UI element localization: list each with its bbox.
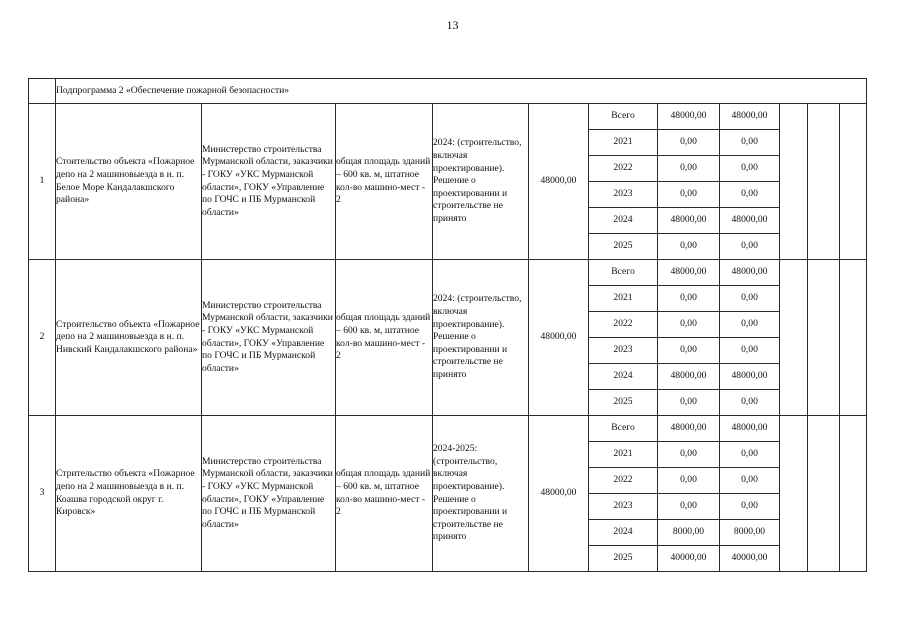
value-1: 0,00: [658, 130, 720, 156]
value-1: 0,00: [658, 156, 720, 182]
value-1: 8000,00: [658, 520, 720, 546]
year-label: 2021: [589, 442, 658, 468]
value-2: 0,00: [720, 156, 780, 182]
row-number: 1: [29, 104, 56, 260]
value-1: 48000,00: [658, 260, 720, 286]
value-2: 0,00: [720, 312, 780, 338]
year-label: 2025: [589, 546, 658, 572]
value-2: 48000,00: [720, 416, 780, 442]
year-label: 2025: [589, 390, 658, 416]
customer-cell: Министерство строительства Мурманской области, заказчики - ГОКУ «УКС Мурманской области», ГОКУ «Управление по ГОЧС и ПБ Мурманской области»: [202, 104, 336, 260]
year-label: 2022: [589, 156, 658, 182]
cost-cell: 48000,00: [529, 104, 589, 260]
year-label: 2023: [589, 494, 658, 520]
value-1: 0,00: [658, 234, 720, 260]
period-cell: 2024-2025: (строительство, включая проектирование). Решение о проектировании и строительстве не принято: [433, 416, 529, 572]
value-2: 0,00: [720, 130, 780, 156]
value-1: 0,00: [658, 390, 720, 416]
empty-cell: [840, 260, 867, 416]
empty-cell: [780, 416, 808, 572]
empty-cell: [840, 416, 867, 572]
value-1: 48000,00: [658, 104, 720, 130]
value-2: 48000,00: [720, 260, 780, 286]
capacity-cell: общая площадь зданий – 600 кв. м, штатное кол-во машино-мест - 2: [336, 104, 433, 260]
row-number: 2: [29, 260, 56, 416]
value-1: 0,00: [658, 286, 720, 312]
year-label: 2021: [589, 286, 658, 312]
capacity-cell: общая площадь зданий – 600 кв. м, штатное кол-во машино-мест - 2: [336, 416, 433, 572]
year-label: Всего: [589, 104, 658, 130]
value-2: 48000,00: [720, 208, 780, 234]
year-label: 2025: [589, 234, 658, 260]
year-label: Всего: [589, 416, 658, 442]
year-label: 2023: [589, 338, 658, 364]
value-2: 0,00: [720, 390, 780, 416]
empty-cell: [808, 416, 840, 572]
year-label: 2021: [589, 130, 658, 156]
value-2: 0,00: [720, 234, 780, 260]
value-2: 48000,00: [720, 364, 780, 390]
year-label: 2024: [589, 520, 658, 546]
value-2: 40000,00: [720, 546, 780, 572]
table-row: [29, 416, 867, 442]
capacity-cell: общая площадь зданий – 600 кв. м, штатное кол-во машино-мест - 2: [336, 260, 433, 416]
period-cell: 2024: (строительство, включая проектирование). Решение о проектировании и строительстве не принято: [433, 104, 529, 260]
program-table: [28, 78, 867, 572]
value-2: 48000,00: [720, 104, 780, 130]
value-2: 0,00: [720, 182, 780, 208]
row-number: 3: [29, 416, 56, 572]
value-1: 40000,00: [658, 546, 720, 572]
table-row: [29, 260, 867, 286]
subprogram-row: [29, 79, 867, 104]
value-1: 0,00: [658, 468, 720, 494]
object-name: Стрительство объекта «Пожарное депо на 2 машиновыезда в н. п. Коашва городской округ г. Кировск»: [56, 416, 202, 572]
empty-cell: [840, 104, 867, 260]
customer-cell: Министерство строительства Мурманской области, заказчики - ГОКУ «УКС Мурманской области», ГОКУ «Управление по ГОЧС и ПБ Мурманской области»: [202, 260, 336, 416]
value-2: 0,00: [720, 468, 780, 494]
year-label: 2023: [589, 182, 658, 208]
value-1: 0,00: [658, 442, 720, 468]
empty-cell: [780, 260, 808, 416]
value-1: 0,00: [658, 338, 720, 364]
year-label: 2022: [589, 312, 658, 338]
empty-cell: [808, 104, 840, 260]
value-1: 48000,00: [658, 208, 720, 234]
empty-cell: [780, 104, 808, 260]
cost-cell: 48000,00: [529, 416, 589, 572]
value-1: 0,00: [658, 182, 720, 208]
year-label: 2024: [589, 364, 658, 390]
value-1: 48000,00: [658, 364, 720, 390]
object-name: Строительство объекта «Пожарное депо на 2 машиновыезда в н. п. Нивский Кандалакшского района»: [56, 260, 202, 416]
value-1: 0,00: [658, 494, 720, 520]
value-2: 0,00: [720, 338, 780, 364]
value-2: 8000,00: [720, 520, 780, 546]
value-2: 0,00: [720, 442, 780, 468]
value-1: 0,00: [658, 312, 720, 338]
value-2: 0,00: [720, 494, 780, 520]
year-label: 2024: [589, 208, 658, 234]
subprogram-title: Подпрограмма 2 «Обеспечение пожарной безопасности»: [56, 79, 867, 104]
cost-cell: 48000,00: [529, 260, 589, 416]
value-2: 0,00: [720, 286, 780, 312]
year-label: 2022: [589, 468, 658, 494]
empty-cell: [808, 260, 840, 416]
year-label: Всего: [589, 260, 658, 286]
value-1: 48000,00: [658, 416, 720, 442]
object-name: Стоительство объекта «Пожарное депо на 2 машиновыезда в н. п. Белое Море Кандалакшского района»: [56, 104, 202, 260]
customer-cell: Министерство строительства Мурманской области, заказчики - ГОКУ «УКС Мурманской области», ГОКУ «Управление по ГОЧС и ПБ Мурманской области»: [202, 416, 336, 572]
period-cell: 2024: (строительство, включая проектирование). Решение о проектировании и строительстве не принято: [433, 260, 529, 416]
table-row: [29, 104, 867, 130]
page-number: 13: [446, 18, 459, 32]
